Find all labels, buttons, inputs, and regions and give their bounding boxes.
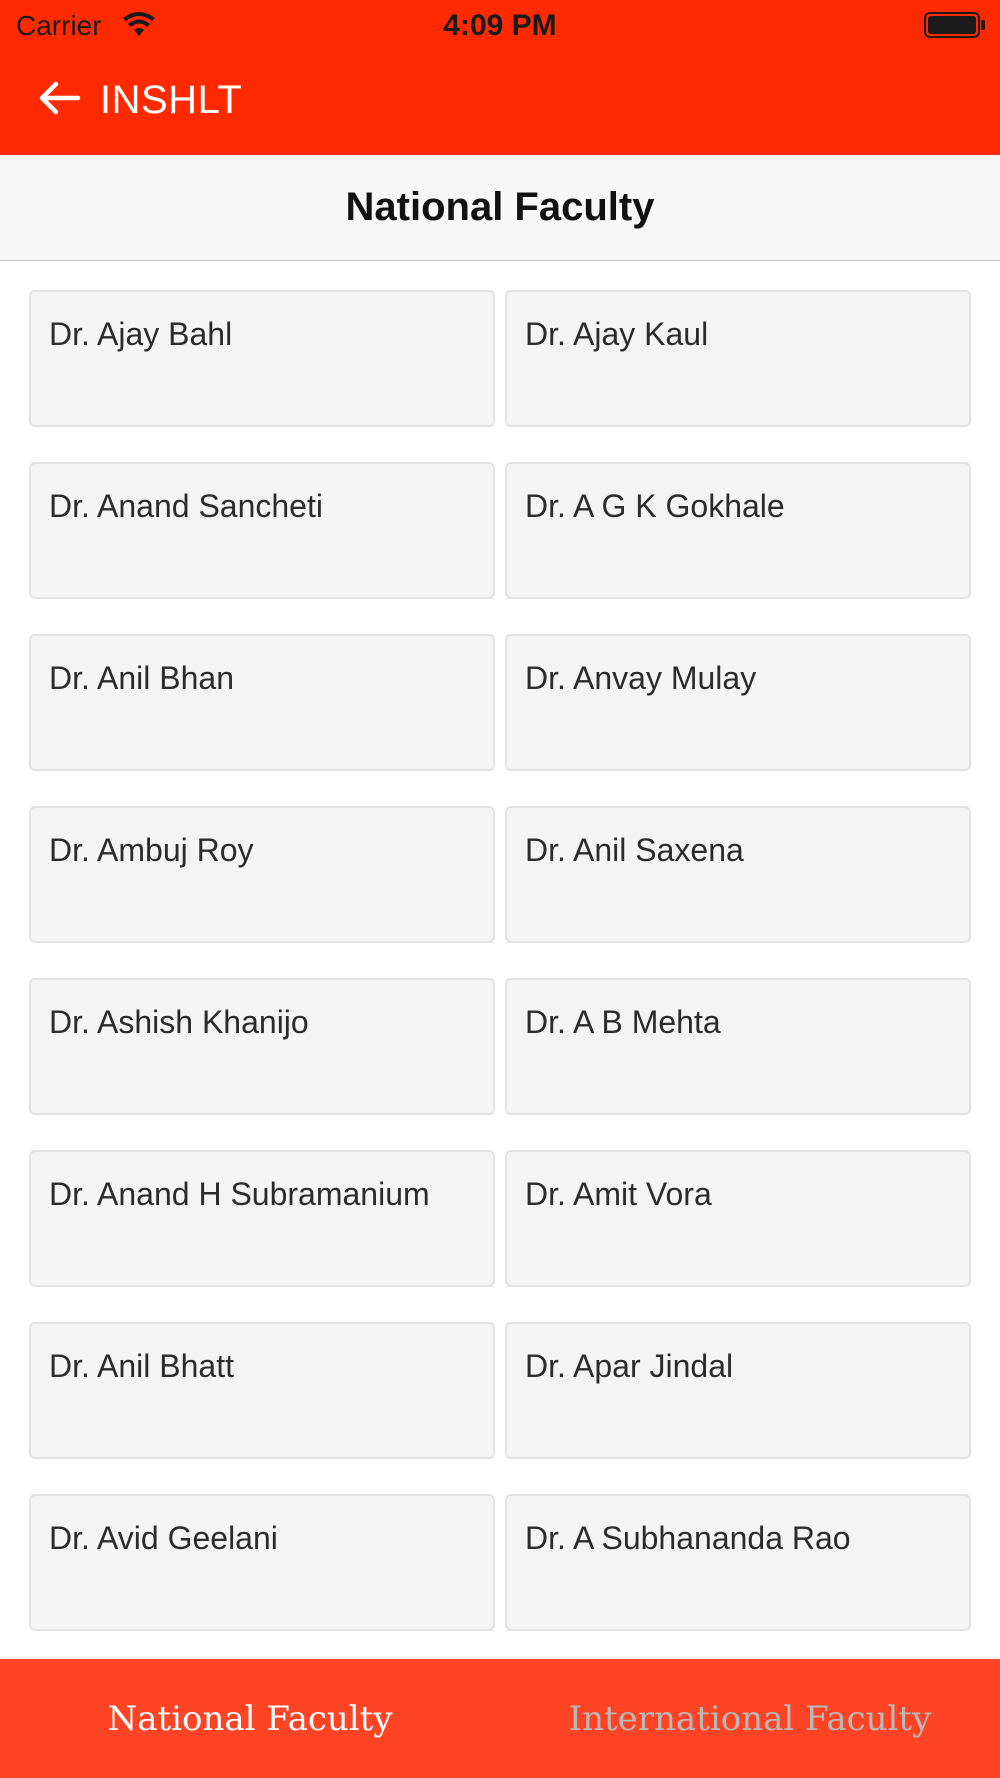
faculty-card[interactable]: Dr. Anvay Mulay: [505, 634, 971, 771]
faculty-card[interactable]: Dr. Ajay Bahl: [29, 290, 495, 427]
faculty-card[interactable]: Dr. A Subhananda Rao: [505, 1494, 971, 1631]
faculty-card[interactable]: Dr. Anil Saxena: [505, 806, 971, 943]
arrow-left-icon[interactable]: [36, 78, 82, 118]
app-title: INSHLT: [100, 78, 243, 122]
faculty-card[interactable]: Dr. Anil Bhatt: [29, 1322, 495, 1459]
section-header: [0, 155, 1000, 261]
faculty-card[interactable]: Dr. Ashish Khanijo: [29, 978, 495, 1115]
bottom-tab-bar: [0, 1659, 1000, 1778]
status-bar: [0, 0, 1000, 50]
faculty-card[interactable]: Dr. Amit Vora: [505, 1150, 971, 1287]
section-title: National Faculty: [345, 185, 655, 229]
faculty-card[interactable]: Dr. A G K Gokhale: [505, 462, 971, 599]
battery-icon: [924, 12, 986, 38]
faculty-card[interactable]: Dr. Ajay Kaul: [505, 290, 971, 427]
faculty-card[interactable]: Dr. Anand Sancheti: [29, 462, 495, 599]
faculty-card[interactable]: Dr. Anil Bhan: [29, 634, 495, 771]
faculty-card[interactable]: Dr. Apar Jindal: [505, 1322, 971, 1459]
tab-international-faculty[interactable]: International Faculty: [568, 1698, 932, 1739]
faculty-card[interactable]: Dr. Anand H Subramanium: [29, 1150, 495, 1287]
faculty-grid: [29, 290, 971, 1631]
status-time: 4:09 PM: [443, 9, 557, 42]
faculty-card[interactable]: Dr. Avid Geelani: [29, 1494, 495, 1631]
app-bar: [0, 50, 1000, 155]
faculty-card[interactable]: Dr. Ambuj Roy: [29, 806, 495, 943]
tab-national-faculty[interactable]: National Faculty: [107, 1698, 393, 1739]
faculty-card[interactable]: Dr. A B Mehta: [505, 978, 971, 1115]
carrier-label: Carrier: [16, 10, 102, 41]
